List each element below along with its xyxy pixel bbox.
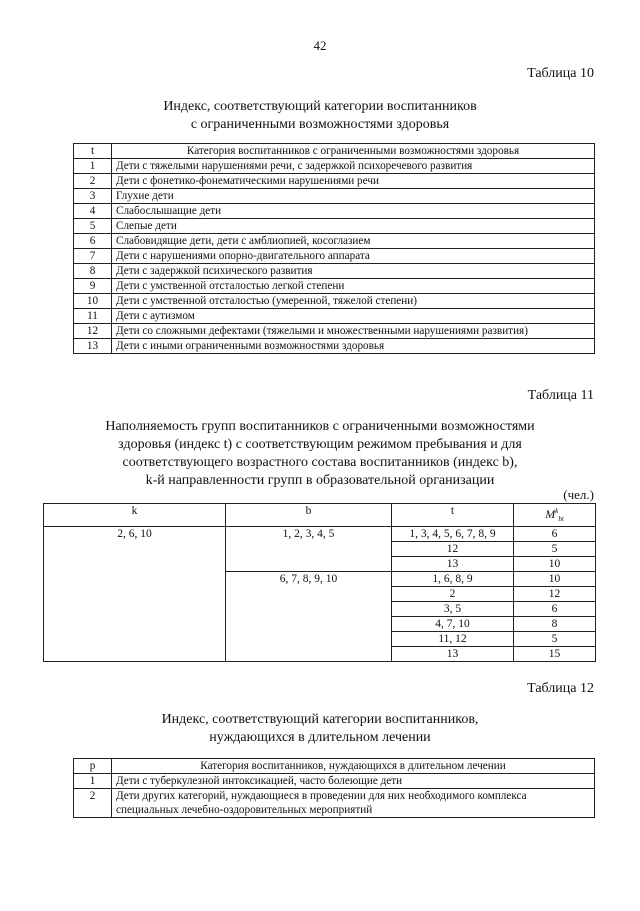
row-index: 2 [74,174,112,189]
row-index: 4 [74,204,112,219]
table12-title-line1: Индекс, соответствующий категории воспитанников, [161,712,479,727]
table11 [43,503,596,662]
table11-m-cell: 10 [514,557,596,572]
table-row [74,774,595,789]
table-row [44,527,596,542]
row-index: 10 [74,294,112,309]
row-text: Дети с нарушениями опорно-двигательного аппарата [112,249,595,264]
table11-title-line2: здоровья (индекс t) с соответствующим режимом пребывания и для [118,437,522,452]
table-row [74,789,595,818]
table11-t-cell: 13 [392,557,514,572]
table11-t-cell: 2 [392,587,514,602]
table11-t-cell: 1, 3, 4, 5, 6, 7, 8, 9 [392,527,514,542]
table11-header-k: k [44,504,226,527]
row-index: 3 [74,189,112,204]
table11-t-cell: 12 [392,542,514,557]
table11-title [0,418,640,490]
table-row [74,159,595,174]
table-row [74,219,595,234]
table11-m-cell: 10 [514,572,596,587]
row-text: Слепые дети [112,219,595,234]
row-text: Дети с умственной отсталостью легкой степени [112,279,595,294]
table11-label: Таблица 11 [527,388,594,403]
table11-header-row [44,504,596,527]
table11-t-cell: 4, 7, 10 [392,617,514,632]
row-index: 13 [74,339,112,354]
table-row [74,324,595,339]
table-row [74,309,595,324]
row-index: 1 [74,774,112,789]
table10-title-line2: с ограниченными возможностями здоровья [190,117,450,132]
row-index: 6 [74,234,112,249]
table-row [74,249,595,264]
row-text: Слабослышащие дети [112,204,595,219]
table11-m-cell: 5 [514,632,596,647]
row-text: Дети со сложными дефектами (тяжелыми и множественными нарушениями развития) [112,324,595,339]
row-text: Дети с туберкулезной интоксикацией, часто болеющие дети [112,774,595,789]
table11-m-cell: 15 [514,647,596,662]
table10-title-line1: Индекс, соответствующий категории воспитанников [163,99,477,114]
table10-header-category: Категория воспитанников с ограниченными возможностями здоровья [112,144,595,159]
table-row [74,294,595,309]
table11-b-cell: 1, 2, 3, 4, 5 [226,527,392,572]
row-index: 7 [74,249,112,264]
row-index: 5 [74,219,112,234]
table12-header-category: Категория воспитанников, нуждающихся в длительном лечении [112,759,595,774]
table12 [73,758,595,818]
table11-unit: (чел.) [563,487,594,502]
table11-m-cell: 12 [514,587,596,602]
table11-t-cell: 3, 5 [392,602,514,617]
table11-title-line3: соответствующего возрастного состава воспитанников (индекс b), [122,455,518,470]
table-row [74,189,595,204]
row-index: 1 [74,159,112,174]
table-row [74,264,595,279]
table11-k-cell: 2, 6, 10 [44,527,226,662]
row-index: 9 [74,279,112,294]
row-index: 8 [74,264,112,279]
table11-title-line1: Наполняемость групп воспитанников с ограниченными возможностями [105,419,535,434]
table10-title [0,98,640,134]
table11-b-cell: 6, 7, 8, 9, 10 [226,572,392,662]
table-row [74,204,595,219]
table10-label: Таблица 10 [527,66,594,81]
table11-t-cell: 13 [392,647,514,662]
row-text: Глухие дети [112,189,595,204]
table11-header-m [514,504,596,527]
table10 [73,143,595,354]
table11-t-cell: 1, 6, 8, 9 [392,572,514,587]
table11-m-cell: 5 [514,542,596,557]
row-text: Дети с задержкой психического развития [112,264,595,279]
row-text: Дети с тяжелыми нарушениями речи, с задержкой психоречевого развития [112,159,595,174]
row-text: Дети с фонетико-фонематическими нарушениями речи [112,174,595,189]
m-subscript: bt [558,515,564,524]
table11-m-cell: 6 [514,527,596,542]
row-index: 12 [74,324,112,339]
table-row [74,174,595,189]
table-row [74,339,595,354]
table11-title-line4: k-й направленности групп в образовательной организации [145,473,495,488]
table12-header-row [74,759,595,774]
table11-header-b: b [226,504,392,527]
table11-m-cell: 6 [514,602,596,617]
table-row [74,279,595,294]
row-text: Дети с иными ограниченными возможностями здоровья [112,339,595,354]
row-text: Дети других категорий, нуждающиеся в проведении для них необходимого комплекса специальных лечебно-оздоровительных мероприятий [112,789,595,818]
table11-header-t: t [392,504,514,527]
row-index: 11 [74,309,112,324]
table10-header-row [74,144,595,159]
table12-title-line2: нуждающихся в длительном лечении [209,730,431,745]
page-number: 42 [313,38,327,53]
row-text: Слабовидящие дети, дети с амблиопией, косоглазием [112,234,595,249]
m-superscript: k [555,507,559,515]
table12-title [0,711,640,747]
m-symbol: M [545,506,556,521]
table11-t-cell: 11, 12 [392,632,514,647]
row-text: Дети с аутизмом [112,309,595,324]
table11-m-cell: 8 [514,617,596,632]
row-index: 2 [74,789,112,818]
table12-label: Таблица 12 [527,681,594,696]
row-text: Дети с умственной отсталостью (умеренной, тяжелой степени) [112,294,595,309]
table10-header-index: t [74,144,112,159]
table-row [74,234,595,249]
table12-header-index: p [74,759,112,774]
